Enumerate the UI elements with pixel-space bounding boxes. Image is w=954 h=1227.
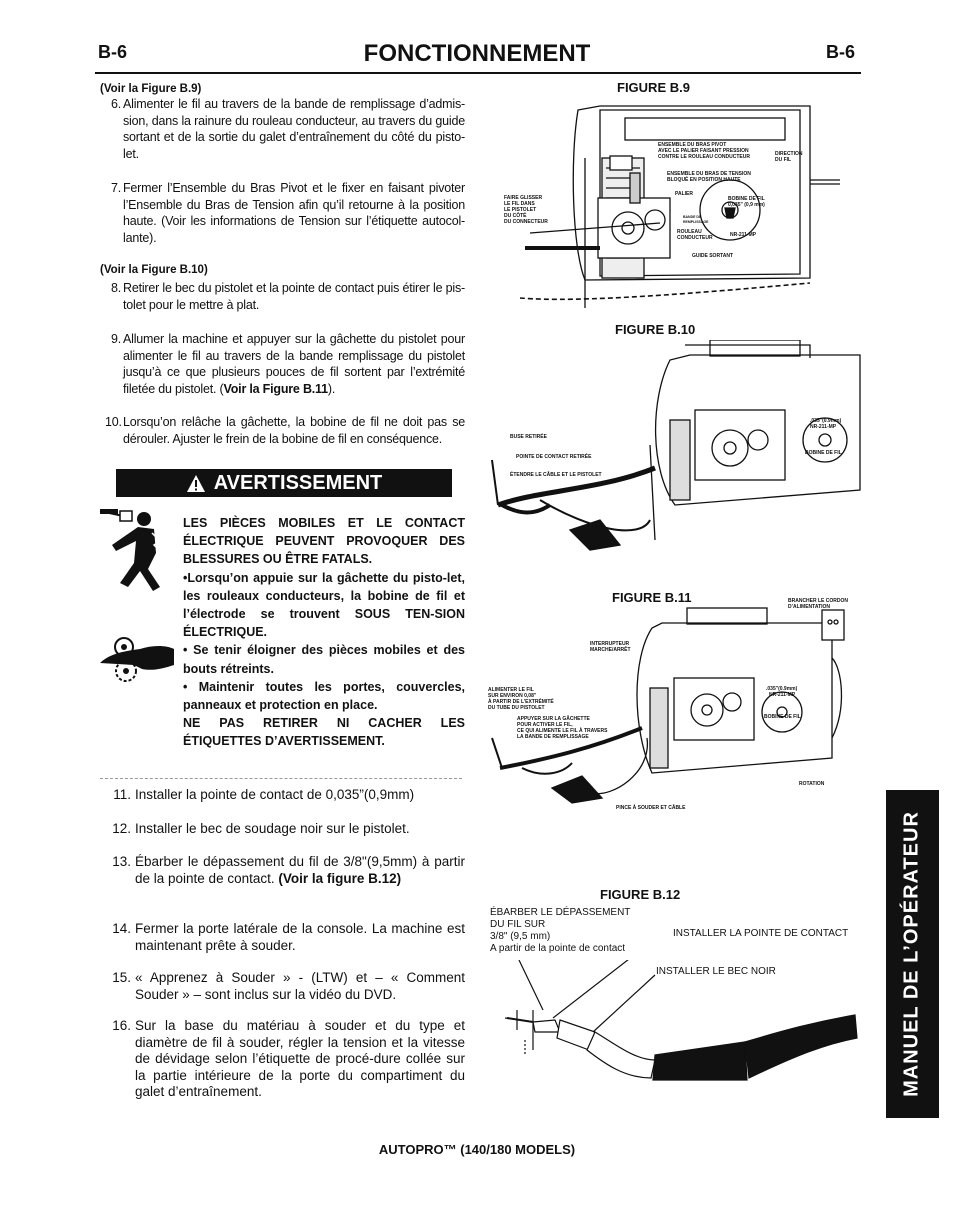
fig-b9-caption: DU CONNECTEUR bbox=[504, 219, 548, 225]
fig-b12-caption: 3/8" (9,5 mm) bbox=[490, 931, 551, 942]
warning-line: LES PIÈCES MOBILES ET LE CONTACT ÉLECTRIQUE PEUVENT PROVOQUER DES BLESSURES OU ÊTRE FATALS. bbox=[183, 516, 465, 567]
fig-b9-caption: ROULEAU bbox=[677, 229, 702, 235]
step-text: Fermer l’Ensemble du Bras Pivot et le fixer en faisant pivoter l’Ensemble du Bras de Tension afin qu’il retourne à la position haute. (Voir les informations de Tension sur l’étiquette autocol-lante). bbox=[123, 181, 465, 245]
figure-b9-drawing bbox=[500, 98, 845, 313]
step-13-body: Ébarber le dépassement du fil de 3/8"(9,5mm) à partir de la pointe de contact. bbox=[135, 854, 465, 886]
step-number: 6. bbox=[110, 97, 121, 111]
step-text bbox=[123, 331, 465, 397]
step-9-figure-ref: Voir la Figure B.11 bbox=[223, 381, 328, 396]
fig-b11-caption: MARCHE/ARRÊT bbox=[590, 647, 631, 653]
sidebar-text: MANUEL DE L’OPÉRATEUR bbox=[900, 811, 923, 1097]
step-number: 13. bbox=[112, 854, 131, 869]
fig-b11-caption: DU TUBE DU PISTOLET bbox=[488, 705, 545, 711]
warning-line: • Maintenir toutes les portes, couvercles, panneaux et protection en place. bbox=[183, 679, 465, 713]
step-13-figure-ref: (Voir la figure B.12) bbox=[278, 870, 402, 886]
fig-b9-caption: DIRECTION bbox=[775, 151, 803, 157]
footer-model: AUTOPRO™ (140/180 MODELS) bbox=[378, 1142, 576, 1157]
fig-b10-caption: NR-211-MP bbox=[810, 424, 837, 430]
moving-parts-hand-icon bbox=[96, 635, 176, 683]
step-16 bbox=[105, 1018, 465, 1101]
fig-b12-caption: DU FIL SUR bbox=[490, 919, 546, 930]
fig-b12-caption: A partir de la pointe de contact bbox=[490, 943, 626, 954]
step-text: Installer la pointe de contact de 0,035”(0,9mm) bbox=[135, 787, 415, 802]
step-text: Lorsqu’on relâche la gâchette, la bobine de fil ne doit pas se dérouler. Ajuster le frein de la bobine de fil en conséquence. bbox=[123, 415, 465, 446]
page-code-right: B-6 bbox=[826, 42, 856, 62]
page-title: FONCTIONNEMENT bbox=[363, 40, 591, 67]
step-10 bbox=[105, 414, 465, 447]
step-14 bbox=[105, 921, 465, 954]
figure-b9-label: FIGURE B.9 bbox=[617, 80, 690, 95]
fig-b12-caption-trim bbox=[490, 907, 630, 955]
fig-b9-caption: ENSEMBLE DU BRAS PIVOT bbox=[658, 142, 727, 148]
step-number: 14. bbox=[112, 921, 131, 936]
step-number: 8. bbox=[110, 281, 121, 295]
figure-b11-drawing bbox=[482, 598, 862, 818]
fig-b9-caption: CONTRE LE ROULEAU CONDUCTEUR bbox=[658, 154, 750, 160]
step-number: 15. bbox=[112, 970, 131, 985]
fig-b12-caption: ÉBARBER LE DÉPASSEMENT bbox=[490, 907, 631, 918]
fig-b11-caption: INTERRUPTEUR bbox=[590, 641, 630, 647]
fig-b9-caption: LE PISTOLET bbox=[504, 207, 537, 213]
fig-b11-caption: ROTATION bbox=[799, 781, 825, 787]
fig-b11-caption: NR-211-MP bbox=[769, 692, 796, 698]
figure-b12-drawing bbox=[505, 960, 865, 1090]
fig-b9-caption: AVEC LE PALIER FAISANT PRESSION bbox=[658, 148, 749, 154]
fig-b11-caption: SUR ENVIRON 0,08" bbox=[488, 693, 537, 699]
fig-b10-caption: .035"(0.9mm) bbox=[810, 418, 842, 424]
fig-b9-caption: REMPLISSAGE bbox=[683, 220, 709, 224]
fig-b11-caption: APPUYER SUR LA GÂCHETTE bbox=[517, 716, 590, 722]
fig-b9-caption: PALIER bbox=[675, 191, 693, 197]
ref-figure-b9: (Voir la Figure B.9) bbox=[100, 83, 202, 95]
fig-b9-caption: LE FIL DANS bbox=[504, 201, 535, 207]
page-code-left: B-6 bbox=[98, 42, 128, 62]
fig-b11-caption: ALIMENTER LE FIL bbox=[488, 687, 534, 693]
step-text: « Apprenez à Souder » - (LTW) et – « Comment Souder » – sont inclus sur la vidéo du DVD. bbox=[135, 970, 465, 1002]
step-15 bbox=[105, 970, 465, 1003]
figure-b11-label: FIGURE B.11 bbox=[612, 590, 692, 605]
step-12 bbox=[105, 821, 465, 838]
warning-line: • Se tenir éloigner des pièces mobiles et des bouts rétreints. bbox=[183, 643, 465, 676]
step-7 bbox=[105, 180, 465, 246]
fig-b9-caption: FAIRE GLISSER bbox=[504, 195, 543, 201]
ref-figure-b10: (Voir la Figure B.10) bbox=[100, 264, 208, 276]
step-text: Fermer la porte latérale de la console. La machine est maintenant prête à souder. bbox=[135, 921, 465, 953]
fig-b10-caption: POINTE DE CONTACT RETIRÉE bbox=[516, 454, 592, 460]
step-8 bbox=[105, 280, 465, 313]
step-text bbox=[135, 854, 465, 887]
fig-b9-caption: NR-211-MP bbox=[730, 232, 757, 238]
fig-b10-caption: ÉTENDRE LE CÂBLE ET LE PISTOLET bbox=[510, 472, 602, 478]
fig-b9-caption: 0,035" (0,9 mm) bbox=[728, 202, 765, 208]
fig-b11-caption: D’ALIMENTATION bbox=[788, 604, 831, 610]
step-number: 12. bbox=[112, 821, 131, 836]
step-9 bbox=[105, 331, 465, 397]
step-number: 7. bbox=[110, 181, 121, 195]
fig-b11-caption: BOBINE DE FIL bbox=[764, 714, 801, 720]
figure-b10-drawing bbox=[480, 340, 870, 575]
sidebar-tab bbox=[886, 790, 939, 1118]
step-number: 10. bbox=[105, 415, 122, 429]
electric-shock-icon bbox=[98, 505, 176, 595]
header-rule bbox=[95, 72, 861, 74]
fig-b9-caption: DU FIL bbox=[775, 157, 792, 163]
fig-b12-caption: INSTALLER LA POINTE DE CONTACT bbox=[673, 928, 849, 939]
warning-title: AVERTISSEMENT bbox=[213, 471, 383, 494]
section-divider bbox=[100, 778, 462, 779]
fig-b9-caption: DU CÔTÉ bbox=[504, 213, 527, 219]
fig-b9-caption: ENSEMBLE DU BRAS DE TENSION bbox=[667, 171, 751, 177]
step-text: Sur la base du matériau à souder et du type et diamètre de fil à souder, régler la tension et la vitesse de dévidage selon l’étiquette de procé-dure collée sur la partie intérieure de la porte du compartiment du galet d’entraînement. bbox=[135, 1018, 465, 1099]
fig-b11-caption: LA BANDE DE REMPLISSAGE bbox=[517, 734, 589, 740]
fig-b11-caption: CE QUI ALIMENTE LE FIL À TRAVERS bbox=[517, 728, 608, 734]
figure-b10-label: FIGURE B.10 bbox=[615, 322, 696, 337]
step-11 bbox=[105, 787, 465, 804]
fig-b9-caption: GUIDE SORTANT bbox=[692, 253, 734, 259]
step-9-end: ). bbox=[327, 381, 336, 396]
figure-b12-label: FIGURE B.12 bbox=[600, 887, 681, 902]
warning-text bbox=[183, 514, 465, 751]
fig-b9-caption: BLOQUÉ EN POSITION HAUTE bbox=[667, 177, 741, 183]
step-number: 11. bbox=[113, 787, 131, 802]
step-6 bbox=[105, 96, 465, 162]
fig-b11-caption: PINCE À SOUDER ET CÂBLE bbox=[616, 805, 686, 811]
fig-b11-caption: POUR ACTIVER LE FIL, bbox=[517, 722, 573, 728]
step-9-body: Allumer la machine et appuyer sur la gâchette du pistolet pour alimenter le fil au travers de la bande remplissage du pistolet jusqu’à ce que plusieurs pouces de fil sortent par l’extrémité filetée du pistolet. ( bbox=[123, 332, 465, 396]
fig-b11-caption: BRANCHER LE CORDON bbox=[788, 598, 848, 604]
fig-b11-caption: .035"(0.9mm) bbox=[766, 686, 798, 692]
step-13 bbox=[105, 854, 465, 887]
fig-b11-caption: À PARTIR DE L’EXTRÉMITÉ bbox=[488, 699, 554, 705]
warning-line: NE PAS RETIRER NI CACHER LES ÉTIQUETTES D’AVERTISSEMENT. bbox=[183, 716, 465, 749]
fig-b9-caption: BOBINE DE FIL bbox=[728, 196, 765, 202]
step-number: 9. bbox=[110, 332, 121, 346]
step-text: Installer le bec de soudage noir sur le pistolet. bbox=[135, 821, 410, 836]
warning-line: •Lorsqu’on appuie sur la gâchette du pisto-let, les rouleaux conducteurs, la bobine de fil et l’électrode se trouvent SOUS TEN-SION ÉLECTRIQUE. bbox=[183, 570, 465, 640]
fig-b9-caption: BANDE DE bbox=[683, 215, 702, 219]
step-number: 16. bbox=[112, 1018, 131, 1033]
fig-b9-caption: CONDUCTEUR bbox=[677, 235, 713, 241]
fig-b12-caption: INSTALLER LE BEC NOIR bbox=[656, 966, 776, 977]
fig-b10-caption: BOBINE DE FIL bbox=[805, 450, 842, 456]
warning-triangle-icon bbox=[186, 474, 206, 493]
step-text: Retirer le bec du pistolet et la pointe de contact puis étirer le pis-tolet pour le mettre à plat. bbox=[123, 281, 465, 312]
fig-b10-caption: BUSE RETIRÉE bbox=[510, 434, 547, 440]
warning-banner bbox=[116, 469, 452, 497]
step-text: Alimenter le fil au travers de la bande de remplissage d’admis-sion, dans la rainure du rouleau conducteur, au travers du guide sortant et de la sortie du galet d’entraînement du côté du pisto-let. bbox=[123, 97, 465, 161]
